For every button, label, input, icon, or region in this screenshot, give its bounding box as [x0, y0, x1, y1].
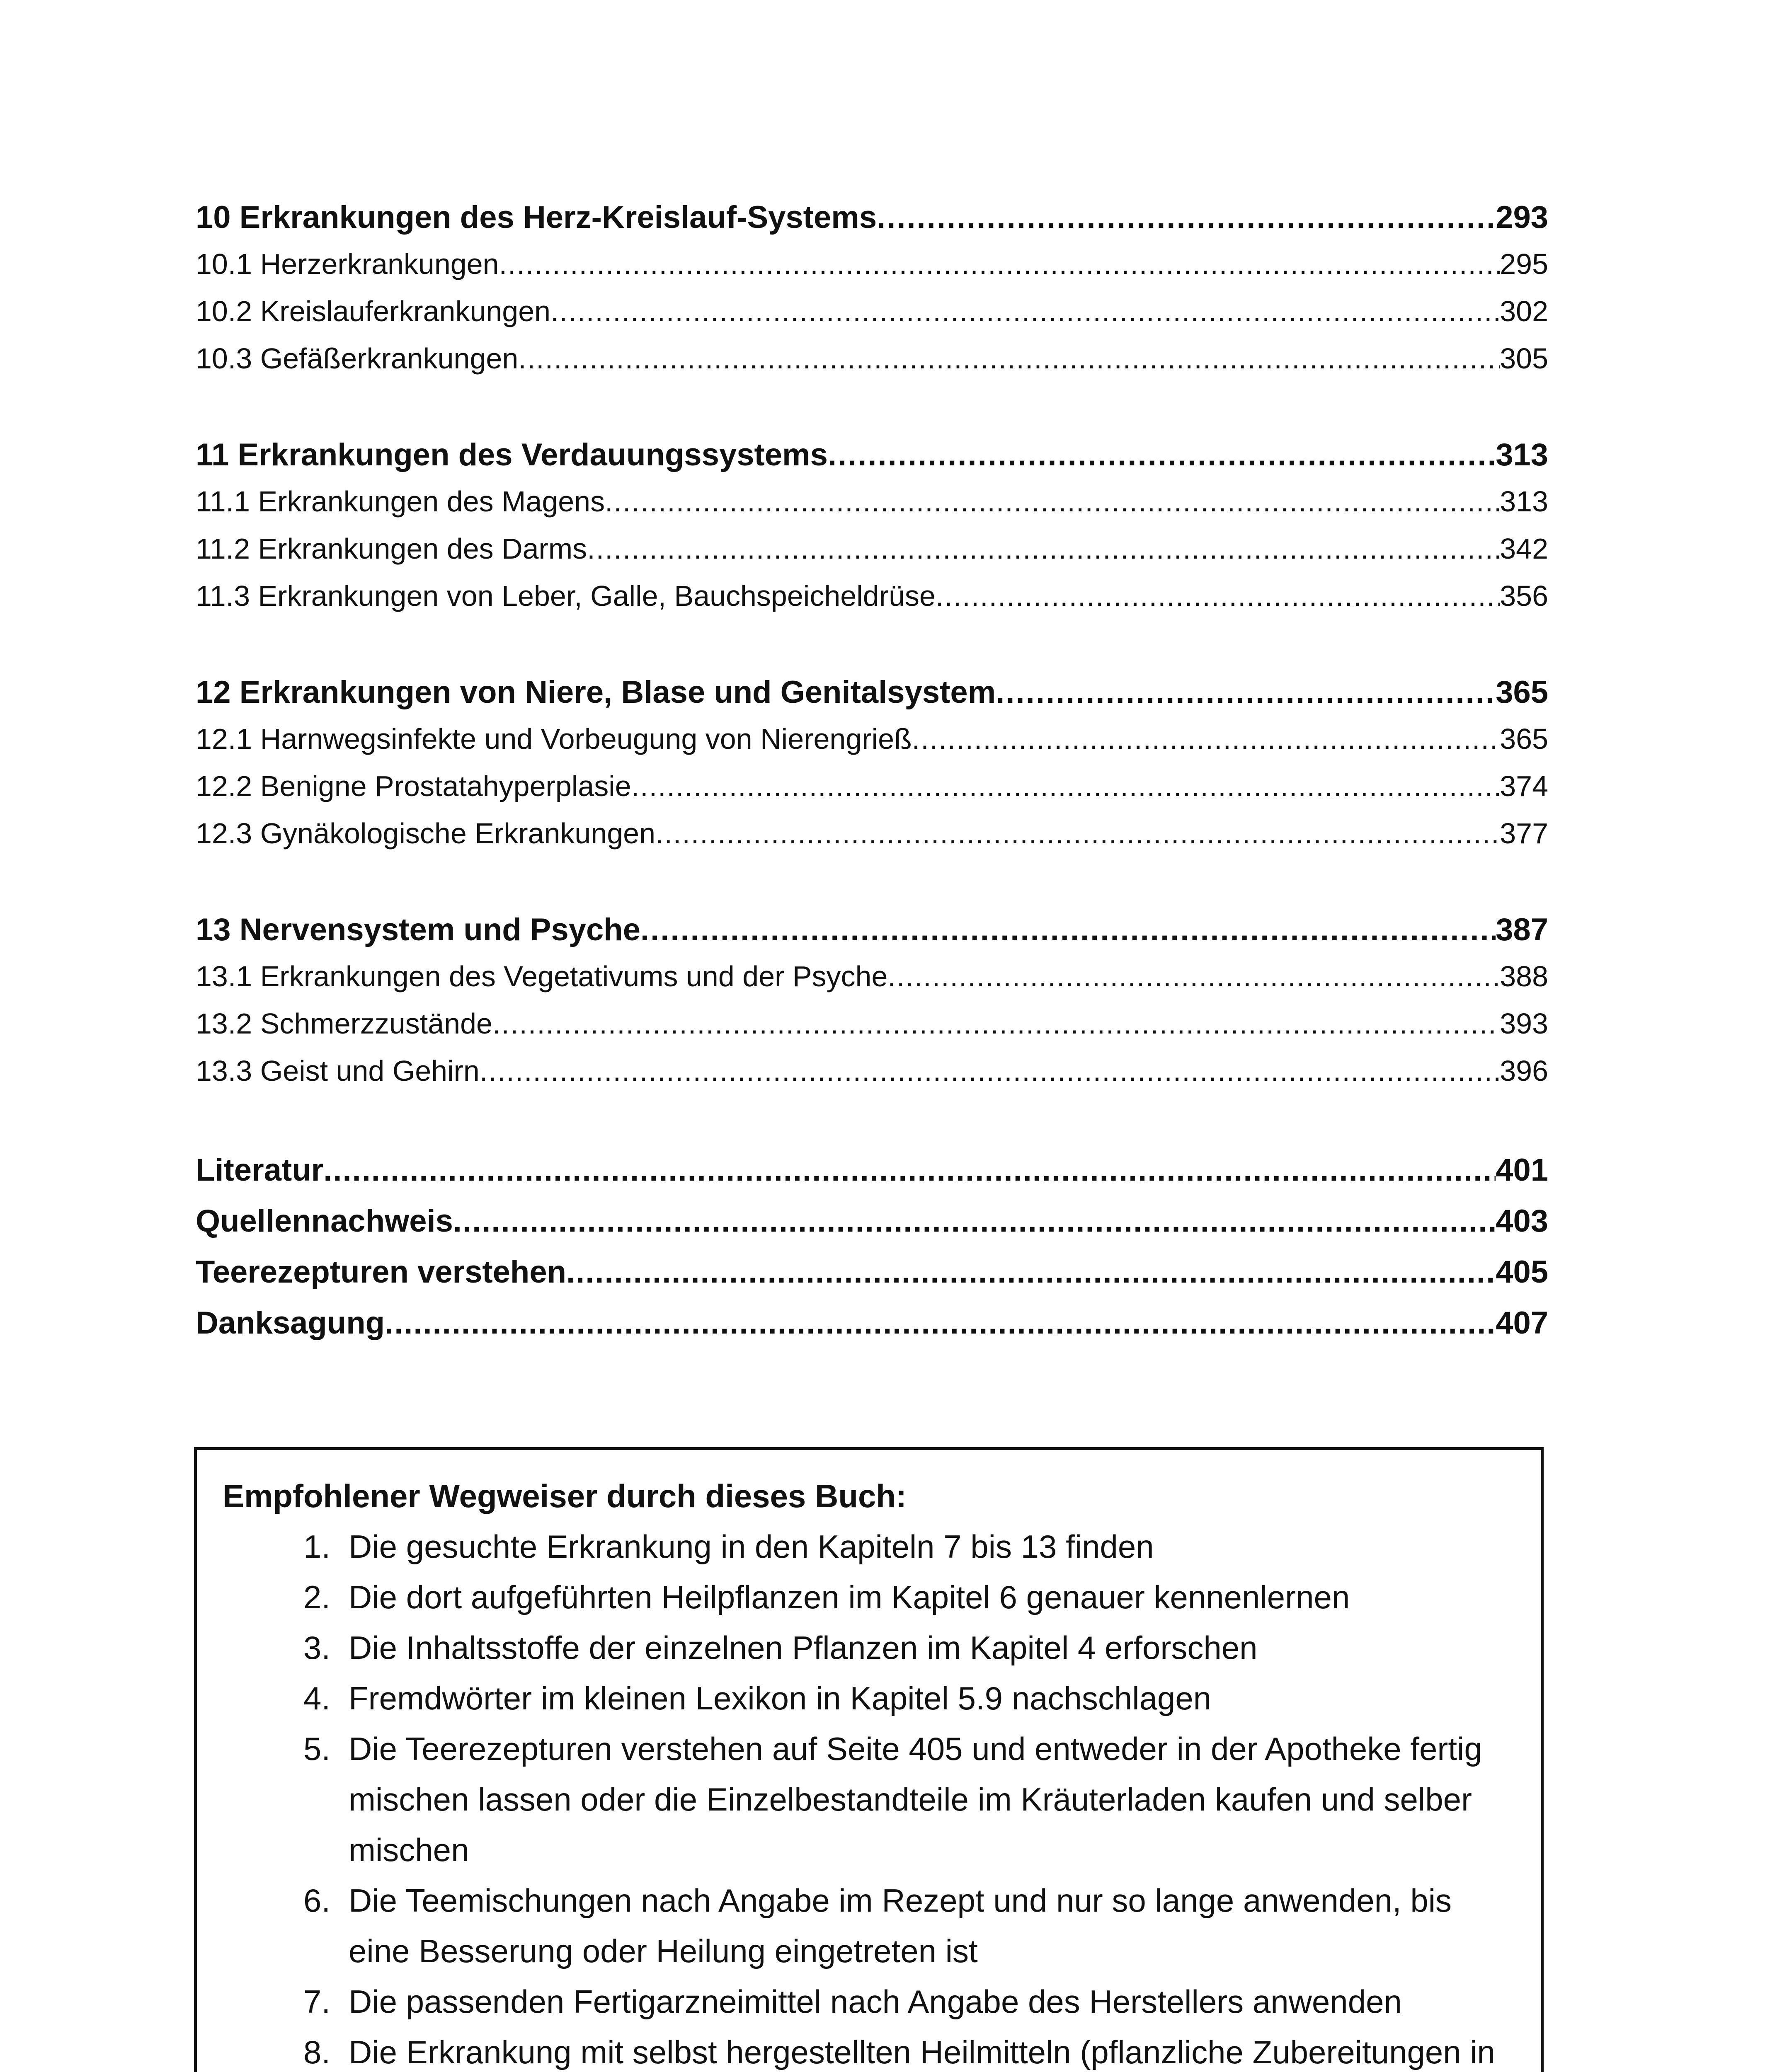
toc-leader-dots [518, 335, 1500, 382]
reading-guide-title: Empfohlener Wegweiser durch dieses Buch: [223, 1478, 907, 1514]
toc-leader-dots [550, 288, 1500, 335]
guide-step [223, 1875, 1516, 1976]
toc-section-title: 10.2 Kreislauferkrankungen [196, 295, 551, 327]
toc-appendix-entry[interactable] [196, 1247, 1548, 1297]
toc-spacer [196, 857, 1548, 907]
toc-leader-dots [605, 478, 1500, 525]
toc-section-title: 13.1 Erkrankungen des Vegetativums und der Psyche [196, 960, 888, 992]
toc-section-title: 12.1 Harnwegsinfekte und Vorbeugung von Nierengrieß [196, 723, 912, 755]
toc-chapter[interactable] [196, 670, 1548, 715]
guide-step-number: 1. [303, 1528, 330, 1565]
toc-leader-dots [996, 670, 1496, 715]
toc-page-number: 401 [1496, 1152, 1548, 1188]
toc-leader-dots [640, 907, 1496, 953]
guide-step [223, 1521, 1516, 1572]
toc-section[interactable] [196, 715, 1548, 762]
toc-chapter-title: 11 Erkrankungen des Verdauungssystems [196, 437, 828, 472]
toc-page-number: 377 [1500, 817, 1548, 850]
toc-leader-dots [877, 195, 1496, 240]
toc-spacer [196, 620, 1548, 670]
toc-page-number: 313 [1496, 437, 1548, 472]
toc-section-title: 11.2 Erkrankungen des Darms [196, 533, 587, 565]
toc-chapter-title: 10 Erkrankungen des Herz-Kreislauf-Systems [196, 200, 877, 235]
toc-page-number: 293 [1496, 200, 1548, 235]
toc-page-number: 388 [1500, 960, 1548, 992]
toc-page-number: 405 [1496, 1254, 1548, 1290]
toc-section-title: 10.1 Herzerkrankungen [196, 248, 499, 280]
toc-chapter[interactable] [196, 907, 1548, 953]
guide-step-number: 7. [303, 1983, 330, 2020]
toc-page-number: 374 [1500, 770, 1548, 802]
toc-page-number: 407 [1496, 1305, 1548, 1341]
toc-leader-dots [385, 1297, 1496, 1348]
toc-leader-dots [566, 1247, 1496, 1297]
guide-step [223, 1622, 1516, 1673]
toc-leader-dots [453, 1196, 1496, 1247]
toc-chapter[interactable] [196, 432, 1548, 478]
toc-section[interactable] [196, 1000, 1548, 1047]
toc-section[interactable] [196, 572, 1548, 620]
toc-appendix-title: Teerezepturen verstehen [196, 1254, 567, 1290]
guide-step-number: 6. [303, 1882, 330, 1919]
toc-leader-dots [587, 525, 1500, 572]
toc-section-title: 12.2 Benigne Prostatahyperplasie [196, 770, 631, 802]
toc-leader-dots [912, 715, 1500, 762]
guide-step-text: Die gesuchte Erkrankung in den Kapiteln 7 bis 13 finden [349, 1528, 1154, 1565]
guide-step [223, 2027, 1516, 2072]
toc-spacer [196, 382, 1548, 432]
toc-section[interactable] [196, 1047, 1548, 1094]
guide-step [223, 1572, 1516, 1622]
toc-page-number: 302 [1500, 295, 1548, 327]
toc-leader-dots [887, 953, 1500, 1000]
guide-step-text: Die passenden Fertigarzneimittel nach Angabe des Herstellers anwenden [349, 1983, 1402, 2020]
toc-appendix-title: Quellennachweis [196, 1203, 453, 1239]
toc-page-number: 403 [1496, 1203, 1548, 1239]
guide-step-text: Die Teemischungen nach Angabe im Rezept und nur so lange anwenden, bis eine Besserung oder Heilung eingetreten ist [349, 1882, 1452, 1969]
guide-step-text: Die Teerezepturen verstehen auf Seite 405 und entweder in der Apotheke fertig mischen lassen oder die Einzelbestandteile im Kräuterladen kaufen und selber mischen [349, 1731, 1482, 1868]
toc-page-number: 387 [1496, 912, 1548, 947]
toc-page-number: 396 [1500, 1055, 1548, 1087]
guide-step-number: 4. [303, 1680, 330, 1716]
toc-page-number: 365 [1500, 723, 1548, 755]
guide-step-text: Die Inhaltsstoffe der einzelnen Pflanzen im Kapitel 4 erforschen [349, 1629, 1258, 1666]
table-of-contents [196, 195, 1548, 1348]
toc-leader-dots [323, 1145, 1496, 1196]
toc-section-title: 11.1 Erkrankungen des Magens [196, 485, 605, 518]
toc-page-number: 342 [1500, 533, 1548, 565]
toc-section-title: 10.3 Gefäßerkrankungen [196, 342, 519, 375]
toc-leader-dots [480, 1047, 1500, 1094]
guide-step-number: 3. [303, 1629, 330, 1666]
toc-page-number: 393 [1500, 1007, 1548, 1040]
toc-appendix-entry[interactable] [196, 1145, 1548, 1196]
toc-section-title: 13.2 Schmerzzustände [196, 1007, 492, 1040]
toc-spacer [196, 1094, 1548, 1145]
toc-section[interactable] [196, 953, 1548, 1000]
guide-step [223, 1723, 1516, 1875]
guide-step-text: Fremdwörter im kleinen Lexikon in Kapitel 5.9 nachschlagen [349, 1680, 1212, 1716]
guide-step-number: 8. [303, 2034, 330, 2070]
toc-appendix-title: Danksagung [196, 1305, 385, 1341]
guide-step-number: 5. [303, 1731, 330, 1767]
toc-appendix-entry[interactable] [196, 1196, 1548, 1247]
toc-appendix-entry[interactable] [196, 1297, 1548, 1348]
toc-chapter[interactable] [196, 195, 1548, 240]
toc-leader-dots [936, 572, 1500, 620]
reading-guide-steps [223, 1521, 1516, 2072]
guide-step [223, 1976, 1516, 2027]
toc-leader-dots [828, 432, 1496, 478]
toc-section[interactable] [196, 762, 1548, 810]
toc-chapter-title: 13 Nervensystem und Psyche [196, 912, 640, 947]
toc-page-number: 305 [1500, 342, 1548, 375]
toc-section[interactable] [196, 240, 1548, 288]
toc-chapter-title: 12 Erkrankungen von Niere, Blase und Genitalsystem [196, 675, 996, 710]
guide-step-number: 2. [303, 1579, 330, 1615]
toc-section[interactable] [196, 478, 1548, 525]
guide-step [223, 1673, 1516, 1723]
toc-page-number: 356 [1500, 580, 1548, 612]
toc-page-number: 295 [1500, 248, 1548, 280]
toc-section[interactable] [196, 335, 1548, 382]
toc-section-title: 12.3 Gynäkologische Erkrankungen [196, 817, 656, 850]
toc-section-title: 11.3 Erkrankungen von Leber, Galle, Bauchspeicheldrüse [196, 580, 936, 612]
reading-guide-box [194, 1447, 1544, 2072]
toc-section[interactable] [196, 288, 1548, 335]
toc-leader-dots [499, 240, 1500, 288]
toc-page-number: 365 [1496, 675, 1548, 710]
toc-section-title: 13.3 Geist und Gehirn [196, 1055, 480, 1087]
guide-step-text: Die dort aufgeführten Heilpflanzen im Kapitel 6 genauer kennenlernen [349, 1579, 1350, 1615]
toc-leader-dots [631, 762, 1500, 810]
toc-appendix-title: Literatur [196, 1152, 324, 1188]
toc-section[interactable] [196, 525, 1548, 572]
toc-page-number: 313 [1500, 485, 1548, 518]
toc-leader-dots [655, 810, 1500, 857]
guide-step-text: Die Erkrankung mit selbst hergestellten Heilmitteln (pflanzliche Zubereitungen in [349, 2034, 1496, 2070]
toc-section[interactable] [196, 810, 1548, 857]
toc-leader-dots [492, 1000, 1500, 1047]
